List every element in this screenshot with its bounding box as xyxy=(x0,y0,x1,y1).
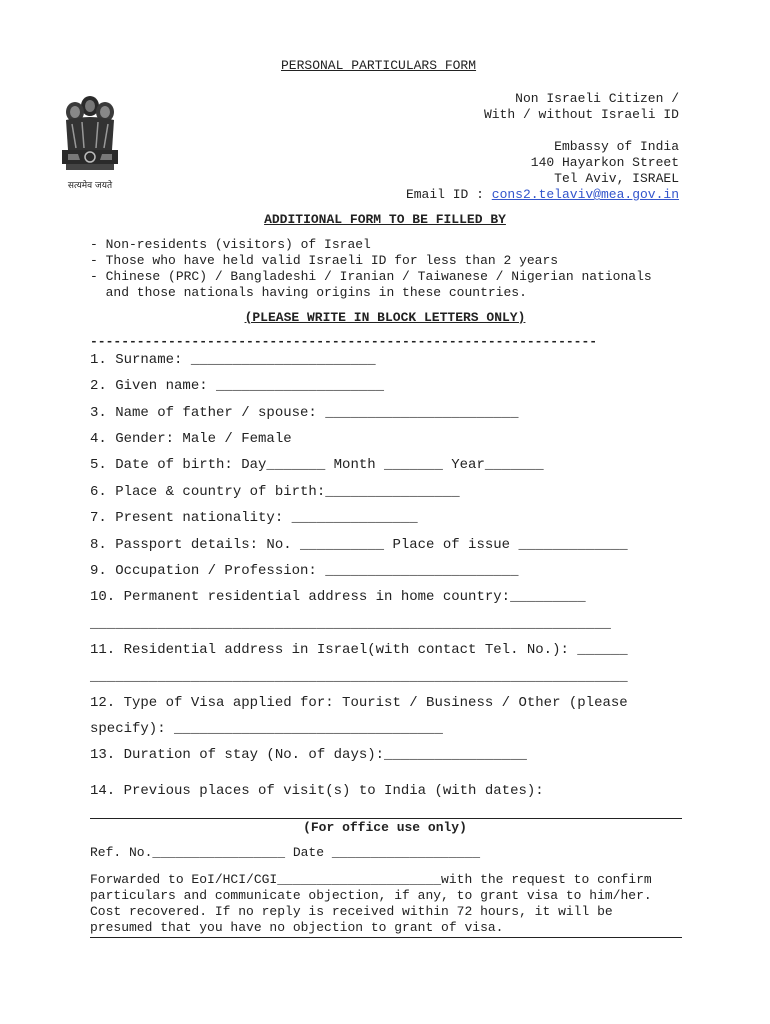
field-passport[interactable]: 8. Passport details: No. __________ Place of issue _____________ xyxy=(90,537,628,553)
emblem-motto: सत्यमेव जयते xyxy=(67,181,113,191)
eligibility-item: and those nationals having origins in these countries. xyxy=(90,285,527,300)
office-top-rule xyxy=(90,818,682,819)
field-date-of-birth[interactable]: 5. Date of birth: Day_______ Month _______ Year_______ xyxy=(90,457,544,473)
office-bottom-rule xyxy=(90,937,682,938)
embassy-street: 140 Hayarkon Street xyxy=(530,155,679,170)
forwarded-text: Cost recovered. If no reply is received within 72 hours, it will be xyxy=(90,904,613,919)
field-permanent-address-line[interactable]: ______________________________________________________________ xyxy=(90,616,611,632)
additional-form-heading: ADDITIONAL FORM TO BE FILLED BY xyxy=(264,212,506,227)
field-duration[interactable]: 13. Duration of stay (No. of days):_________________ xyxy=(90,747,527,763)
field-given-name[interactable]: 2. Given name: ____________________ xyxy=(90,378,385,394)
eligibility-item: - Non-residents (visitors) of Israel xyxy=(90,237,371,252)
embassy-city: Tel Aviv, ISRAEL xyxy=(554,171,679,186)
forwarded-text: particulars and communicate objection, if any, to grant visa to him/her. xyxy=(90,888,652,903)
field-nationality[interactable]: 7. Present nationality: _______________ xyxy=(90,510,418,526)
field-visa-specify[interactable]: specify): ________________________________ xyxy=(90,721,443,737)
forwarded-text: Forwarded to EoI/HCI/CGI_____________________with the request to confirm xyxy=(90,872,652,887)
email-label: Email ID : xyxy=(405,187,492,202)
eligibility-item: - Chinese (PRC) / Bangladeshi / Iranian / Taiwanese / Nigerian nationals xyxy=(90,269,652,284)
field-israel-address[interactable]: 11. Residential address in Israel(with contact Tel. No.): ______ xyxy=(90,642,628,658)
forwarded-text: presumed that you have no objection to grant of visa. xyxy=(90,920,504,935)
field-occupation[interactable]: 9. Occupation / Profession: _______________________ xyxy=(90,563,519,579)
field-israel-address-line[interactable]: ________________________________________________________________ xyxy=(90,669,628,685)
field-place-of-birth[interactable]: 6. Place & country of birth:________________ xyxy=(90,484,460,500)
block-letters-note: (PLEASE WRITE IN BLOCK LETTERS ONLY) xyxy=(244,310,526,325)
email-line xyxy=(406,187,679,203)
field-previous-visits[interactable]: 14. Previous places of visit(s) to India (with dates): xyxy=(90,783,544,799)
eligibility-item: - Those who have held valid Israeli ID for less than 2 years xyxy=(90,253,559,268)
office-use-heading: (For office use only) xyxy=(303,820,467,835)
national-emblem-icon xyxy=(52,92,128,196)
email-link[interactable]: cons2.telaviv@mea.gov.in xyxy=(491,187,679,202)
embassy-name: Embassy of India xyxy=(554,139,679,154)
field-visa-type[interactable]: 12. Type of Visa applied for: Tourist / Business / Other (please xyxy=(90,695,628,711)
field-permanent-address[interactable]: 10. Permanent residential address in home country:_________ xyxy=(90,589,586,605)
ref-no-date-field[interactable]: Ref. No._________________ Date ___________________ xyxy=(90,845,481,860)
field-father-spouse[interactable]: 3. Name of father / spouse: _______________________ xyxy=(90,405,519,421)
dash-separator: ----------------------------------------------------------------- xyxy=(90,334,598,349)
field-surname[interactable]: 1. Surname: ______________________ xyxy=(90,352,376,368)
form-title: PERSONAL PARTICULARS FORM xyxy=(281,58,477,73)
header-line-id: With / without Israeli ID xyxy=(483,107,679,122)
header-line-citizen: Non Israeli Citizen / xyxy=(515,91,679,106)
field-gender[interactable]: 4. Gender: Male / Female xyxy=(90,431,292,447)
